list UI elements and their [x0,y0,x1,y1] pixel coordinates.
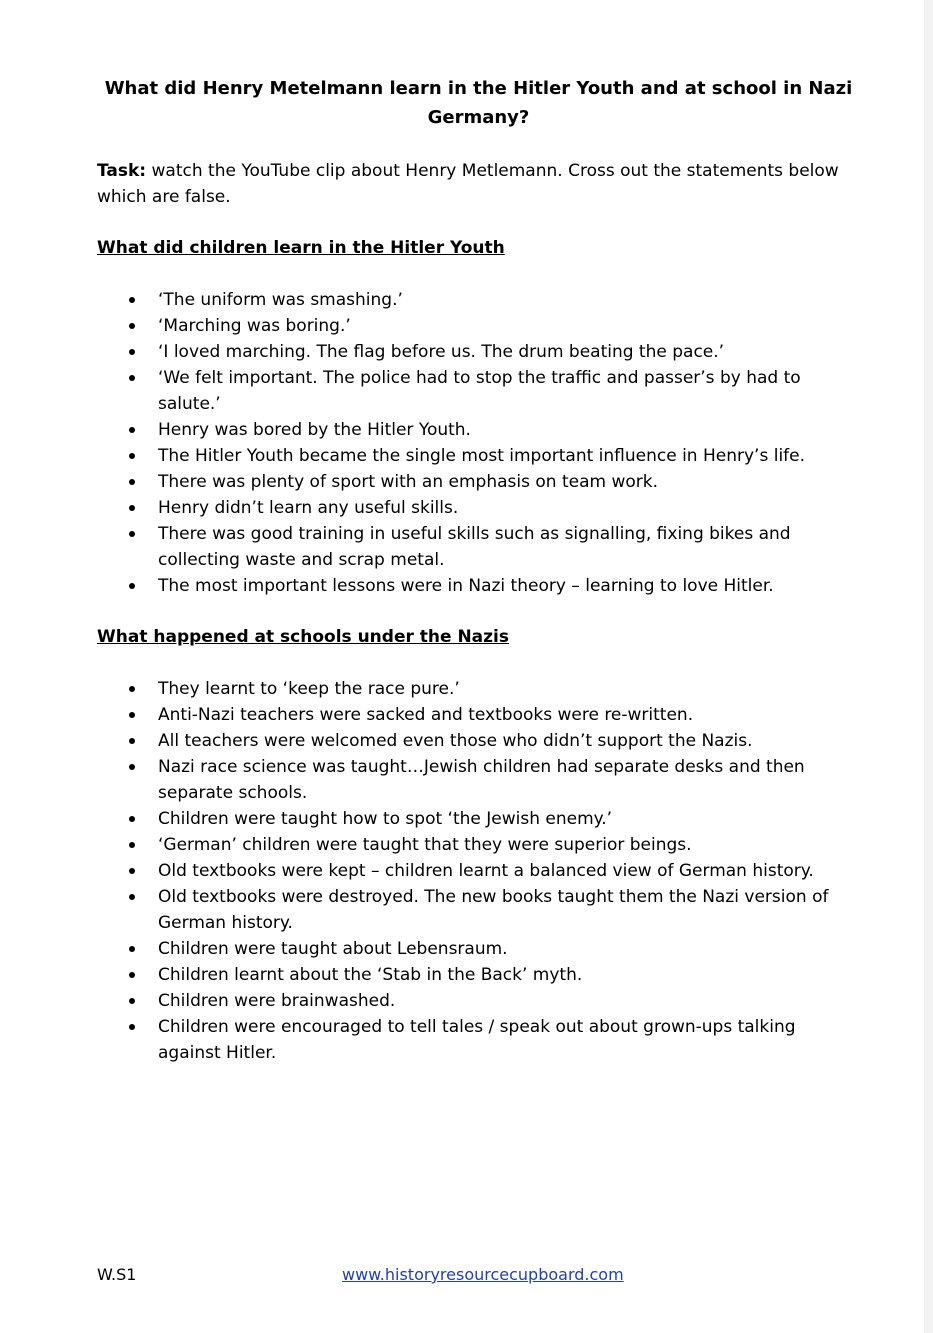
schools-statement-list [158,676,858,1066]
task-text: watch the YouTube clip about Henry Metlemann. Cross out the statements below which are false. [97,161,839,207]
worksheet-code: W.S1 [97,1265,137,1284]
list-item: Old textbooks were destroyed. The new books taught them the Nazi version of German history. [158,884,858,936]
list-item: Children learnt about the ‘Stab in the Back’ myth. [158,962,858,988]
list-item: ‘I loved marching. The flag before us. The drum beating the pace.’ [158,339,858,365]
list-item: Anti-Nazi teachers were sacked and textbooks were re-written. [158,702,858,728]
list-item: Henry was bored by the Hitler Youth. [158,417,858,443]
website-link[interactable]: www.historyresourcecupboard.com [342,1265,624,1284]
list-item: Old textbooks were kept – children learnt a balanced view of German history. [158,858,858,884]
list-item: Children were encouraged to tell tales / speak out about grown-ups talking against Hitler. [158,1014,858,1066]
task-label: Task: [97,161,147,181]
list-item: Children were taught about Lebensraum. [158,936,858,962]
list-item: Henry didn’t learn any useful skills. [158,495,858,521]
page-title: What did Henry Metelmann learn in the Hitler Youth and at school in Nazi Germany? [104,78,853,128]
list-item: ‘The uniform was smashing.’ [158,287,858,313]
list-item: All teachers were welcomed even those who didn’t support the Nazis. [158,728,858,754]
list-item: Children were brainwashed. [158,988,858,1014]
section-heading-schools: What happened at schools under the Nazis [97,627,509,647]
list-item: Children were taught how to spot ‘the Jewish enemy.’ [158,806,858,832]
list-item: ‘German’ children were taught that they were superior beings. [158,832,858,858]
list-item: The most important lessons were in Nazi theory – learning to love Hitler. [158,573,858,599]
list-item: ‘We felt important. The police had to stop the traffic and passer’s by had to salute.’ [158,365,858,417]
task-instructions [97,158,872,210]
hitler-youth-statement-list [158,287,858,599]
list-item: ‘Marching was boring.’ [158,313,858,339]
list-item: The Hitler Youth became the single most important influence in Henry’s life. [158,443,858,469]
list-item: They learnt to ‘keep the race pure.’ [158,676,858,702]
list-item: Nazi race science was taught…Jewish children had separate desks and then separate schools. [158,754,858,806]
list-item: There was plenty of sport with an emphasis on team work. [158,469,858,495]
list-item: There was good training in useful skills such as signalling, fixing bikes and collecting waste and scrap metal. [158,521,858,573]
section-heading-hitler-youth: What did children learn in the Hitler Youth [97,238,505,258]
